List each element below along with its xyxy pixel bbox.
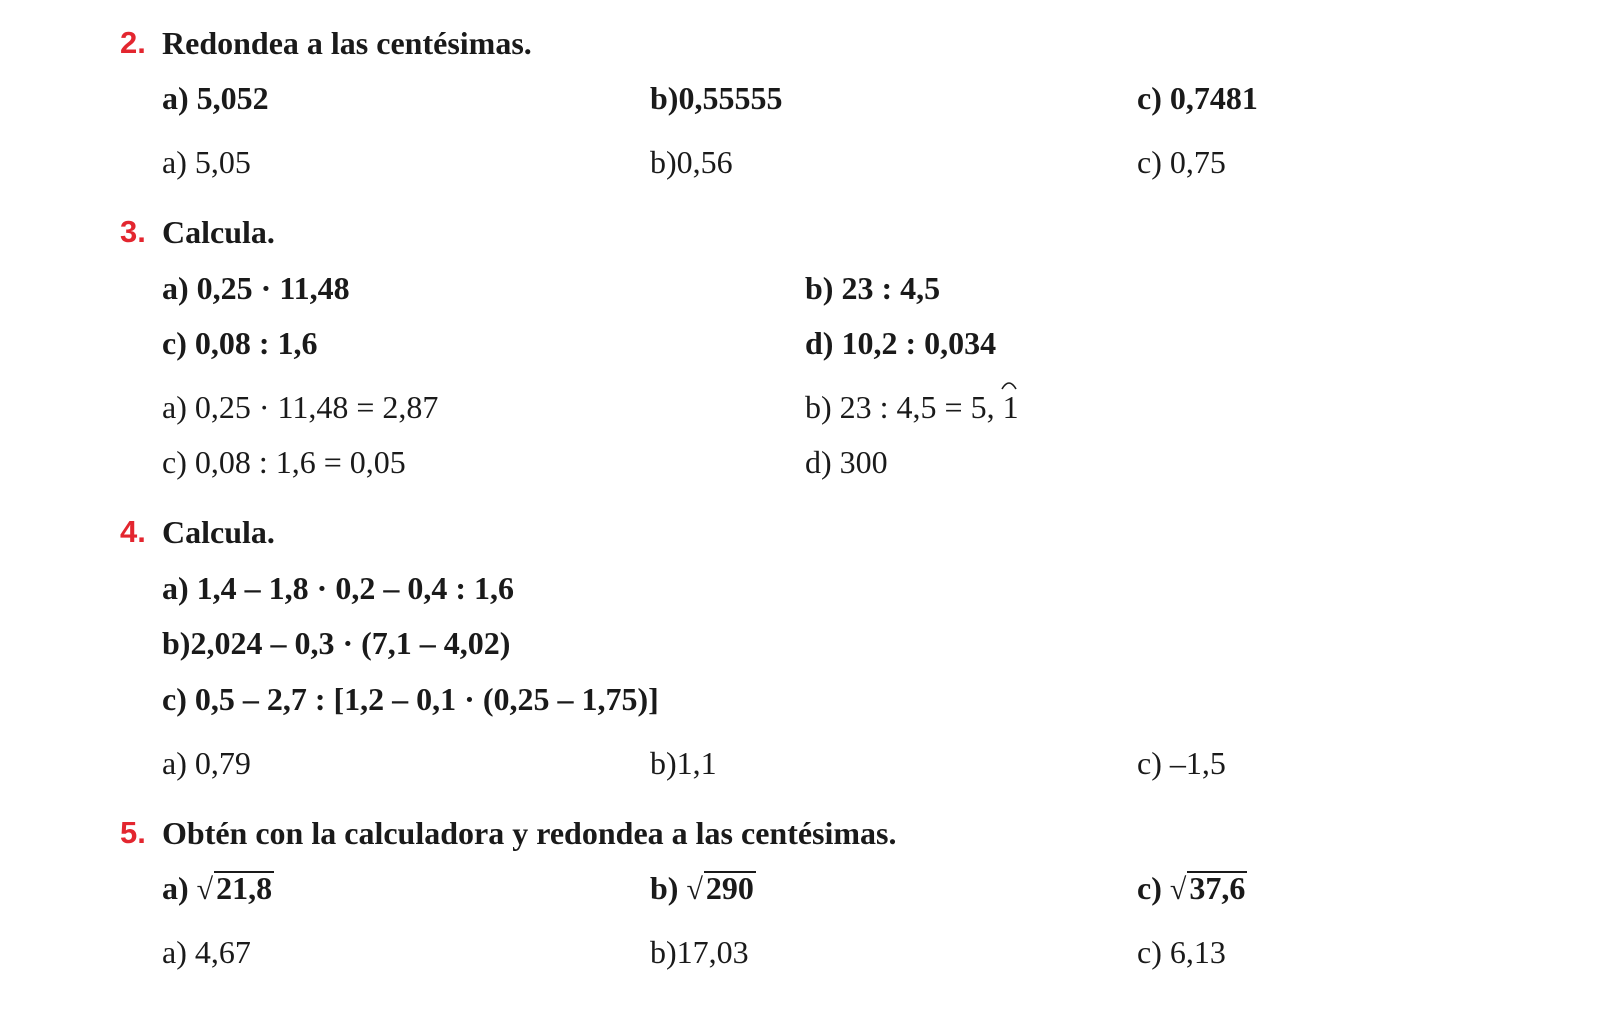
answer-item: c) 0,08 : 1,6 = 0,05 <box>162 444 406 480</box>
repeating-arc-icon <box>1000 377 1018 391</box>
question-item: a) 1,4 – 1,8 · 0,2 – 0,4 : 1,6 <box>162 570 514 606</box>
radical-icon: √ <box>1169 873 1187 906</box>
answer-item: a) 0,79 <box>162 745 251 781</box>
question-item: a) √21,8 <box>162 870 273 906</box>
question-item: c) 0,08 : 1,6 <box>162 325 318 361</box>
square-root: √21,8 <box>196 870 273 906</box>
question-item: a) 0,25 · 11,48 <box>162 270 350 306</box>
answer-item: b) 23 : 4,5 = 5, 1 <box>805 389 1019 426</box>
answer-item: c) 0,75 <box>1137 144 1226 180</box>
square-root: √290 <box>686 870 754 906</box>
answer-item: d) 300 <box>805 444 888 480</box>
question-item: b)0,55555 <box>650 80 783 116</box>
repeating-digit: 1 <box>1003 389 1019 426</box>
radical-icon: √ <box>686 873 703 906</box>
radical-icon: √ <box>196 873 214 906</box>
question-item: c) √37,6 <box>1137 870 1246 906</box>
question-item: b) 23 : 4,5 <box>805 270 941 306</box>
exercise-number: 4. <box>120 514 146 549</box>
question-item: c) 0,5 – 2,7 : [1,2 – 0,1 · (0,25 – 1,75)] <box>162 681 659 717</box>
answer-item: b)0,56 <box>650 144 733 180</box>
exercise-title: Redondea a las centésimas. <box>162 25 532 61</box>
question-item: b)2,024 – 0,3 · (7,1 – 4,02) <box>162 625 511 661</box>
exercise-title: Calcula. <box>162 214 275 250</box>
answer-item: a) 4,67 <box>162 934 251 970</box>
answer-item: c) 6,13 <box>1137 934 1226 970</box>
question-item: a) 5,052 <box>162 80 269 116</box>
question-item: b) √290 <box>650 870 754 906</box>
question-item: c) 0,7481 <box>1137 80 1258 116</box>
exercise-title: Obtén con la calculadora y redondea a las centésimas. <box>162 815 897 851</box>
exercise-number: 5. <box>120 815 146 850</box>
answer-item: a) 0,25 · 11,48 = 2,87 <box>162 389 439 425</box>
exercise-title: Calcula. <box>162 514 275 550</box>
square-root: √37,6 <box>1169 870 1246 906</box>
answer-item: b)17,03 <box>650 934 749 970</box>
answer-item: a) 5,05 <box>162 144 251 180</box>
answer-item: b)1,1 <box>650 745 717 781</box>
exercise-number: 3. <box>120 214 146 249</box>
answer-item: c) –1,5 <box>1137 745 1226 781</box>
question-item: d) 10,2 : 0,034 <box>805 325 997 361</box>
exercise-number: 2. <box>120 25 146 60</box>
